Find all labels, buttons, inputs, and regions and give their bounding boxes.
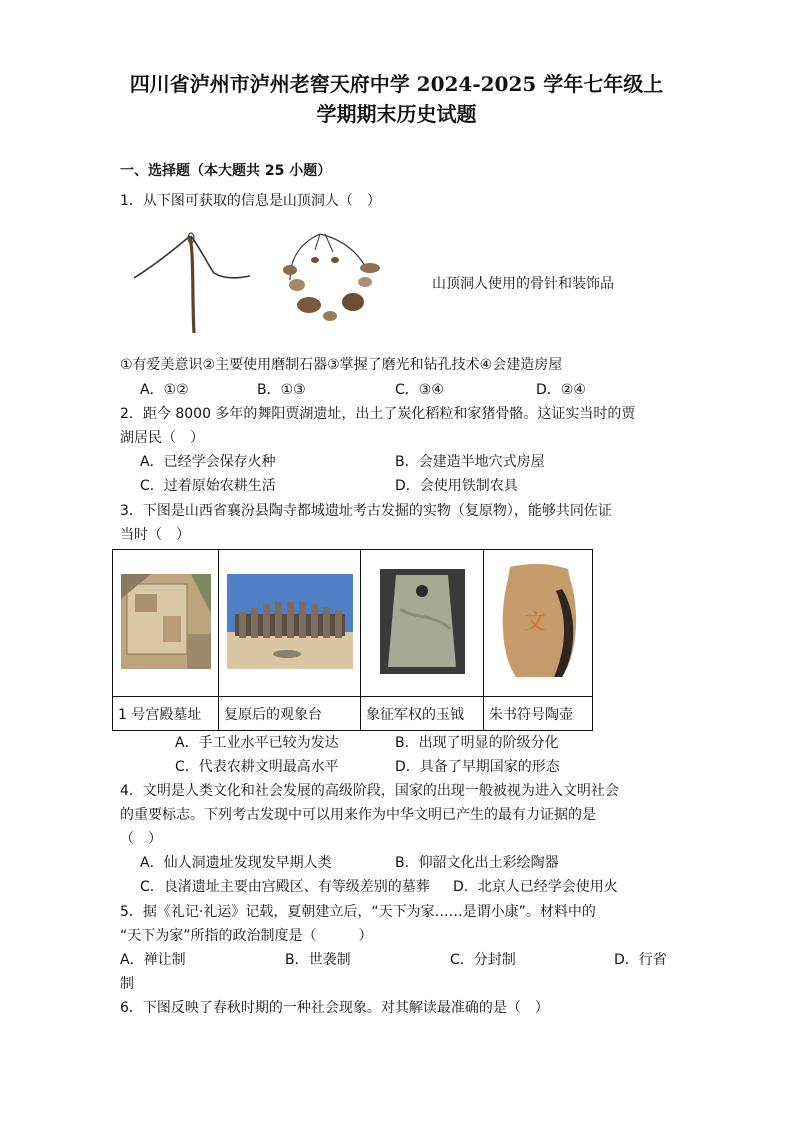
ornament-necklace-image xyxy=(275,230,385,325)
q3-caption-4: 朱书符号陶壶 xyxy=(484,697,593,731)
q4-stem-line1: 4．文明是人类文化和社会发展的高级阶段，国家的出现一般被视为进入文明社会 xyxy=(120,783,619,799)
q2-option-a[interactable]: A．已经学会保存火种 xyxy=(140,454,276,470)
q3-option-d[interactable]: D．具备了早期国家的形态 xyxy=(395,759,560,775)
q2-stem-line2: 湖居民（ ） xyxy=(120,430,204,446)
q3-option-c[interactable]: C．代表农耕文明最高水平 xyxy=(175,759,339,775)
q3-caption-1: 1 号宫殿墓址 xyxy=(113,697,219,731)
q4-option-c[interactable]: C．良渚遗址主要由宫殿区、有等级差别的墓葬 xyxy=(140,879,430,895)
q6-stem: 6．下图反映了春秋时期的一种社会现象。对其解读最准确的是（ ） xyxy=(120,1000,549,1016)
q3-option-b[interactable]: B．出现了明显的阶级分化 xyxy=(395,735,559,751)
page-title-line2: 学期期末历史试题 xyxy=(316,102,477,126)
q5-option-a[interactable]: A．禅让制 xyxy=(120,952,186,968)
q3-stem-line1: 3．下图是山西省襄汾县陶寺都城遗址考古发掘的实物（复原物），能够共同佐证 xyxy=(120,503,612,519)
q4-option-b[interactable]: B．仰韶文化出土彩绘陶器 xyxy=(395,855,559,871)
q3-caption-3: 象征军权的玉钺 xyxy=(361,697,484,731)
q2-option-b[interactable]: B．会建造半地穴式房屋 xyxy=(395,454,545,470)
page-title-line1: 四川省泸州市泸州老窖天府中学 2024-2025 学年七年级上 xyxy=(129,72,664,96)
q3-figure-table xyxy=(112,549,593,731)
palace-site-image-cell xyxy=(113,550,219,697)
q2-stem-line1: 2．距今 8000 多年的舞阳贾湖遗址，出土了炭化稻粒和家猪骨骼。这证实当时的贾 xyxy=(120,406,636,422)
jade-axe-image xyxy=(380,569,465,674)
q2-option-d[interactable]: D．会使用铁制农具 xyxy=(395,478,518,494)
q5-option-d[interactable]: D．行省 xyxy=(614,952,667,968)
pottery-jar-image-cell xyxy=(484,550,593,697)
q5-stem-line1: 5．据《礼记·礼运》记载，夏朝建立后，“天下为家……是谓小康”。材料中的 xyxy=(120,904,596,920)
q5-stem-line2: “天下为家”所指的政治制度是（ ） xyxy=(120,928,373,944)
q5-option-b[interactable]: B．世袭制 xyxy=(285,952,351,968)
q3-caption-2: 复原后的观象台 xyxy=(219,697,361,731)
section-heading: 一、选择题（本大题共 25 小题） xyxy=(120,163,332,179)
q1-option-a[interactable]: A．①② xyxy=(140,382,189,398)
q4-option-d[interactable]: D．北京人已经学会使用火 xyxy=(453,879,618,895)
q1-stem: 1．从下图可获取的信息是山顶洞人（ ） xyxy=(120,193,381,209)
q2-option-c[interactable]: C．过着原始农耕生活 xyxy=(140,478,276,494)
q4-stem-line3: （ ） xyxy=(120,831,162,847)
observatory-image-cell xyxy=(219,550,361,697)
q4-option-a[interactable]: A．仙人洞遗址发现发早期人类 xyxy=(140,855,332,871)
svg-text:文: 文 xyxy=(523,609,546,635)
q3-option-a[interactable]: A．手工业水平已较为发达 xyxy=(175,735,339,751)
q5-option-c[interactable]: C．分封制 xyxy=(450,952,516,968)
q4-stem-line2: 的重要标志。下列考古发现中可以用来作为中华文明已产生的最有力证据的是 xyxy=(120,807,596,823)
bone-needle-image xyxy=(130,228,255,338)
q5-option-d-wrap: 制 xyxy=(120,976,134,992)
q1-option-c[interactable]: C．③④ xyxy=(395,382,444,398)
pottery-jar-image xyxy=(496,559,581,684)
q1-option-d[interactable]: D．②④ xyxy=(536,382,586,398)
q1-statements: ①有爱美意识②主要使用磨制石器③掌握了磨光和钻孔技术④会建造房屋 xyxy=(120,357,563,373)
q3-stem-line2: 当时（ ） xyxy=(120,527,190,543)
observatory-image xyxy=(227,574,353,669)
q1-figure-caption: 山顶洞人使用的骨针和装饰品 xyxy=(432,276,614,292)
q1-option-b[interactable]: B．①③ xyxy=(257,382,306,398)
jade-axe-image-cell xyxy=(361,550,484,697)
palace-site-image xyxy=(121,574,211,669)
